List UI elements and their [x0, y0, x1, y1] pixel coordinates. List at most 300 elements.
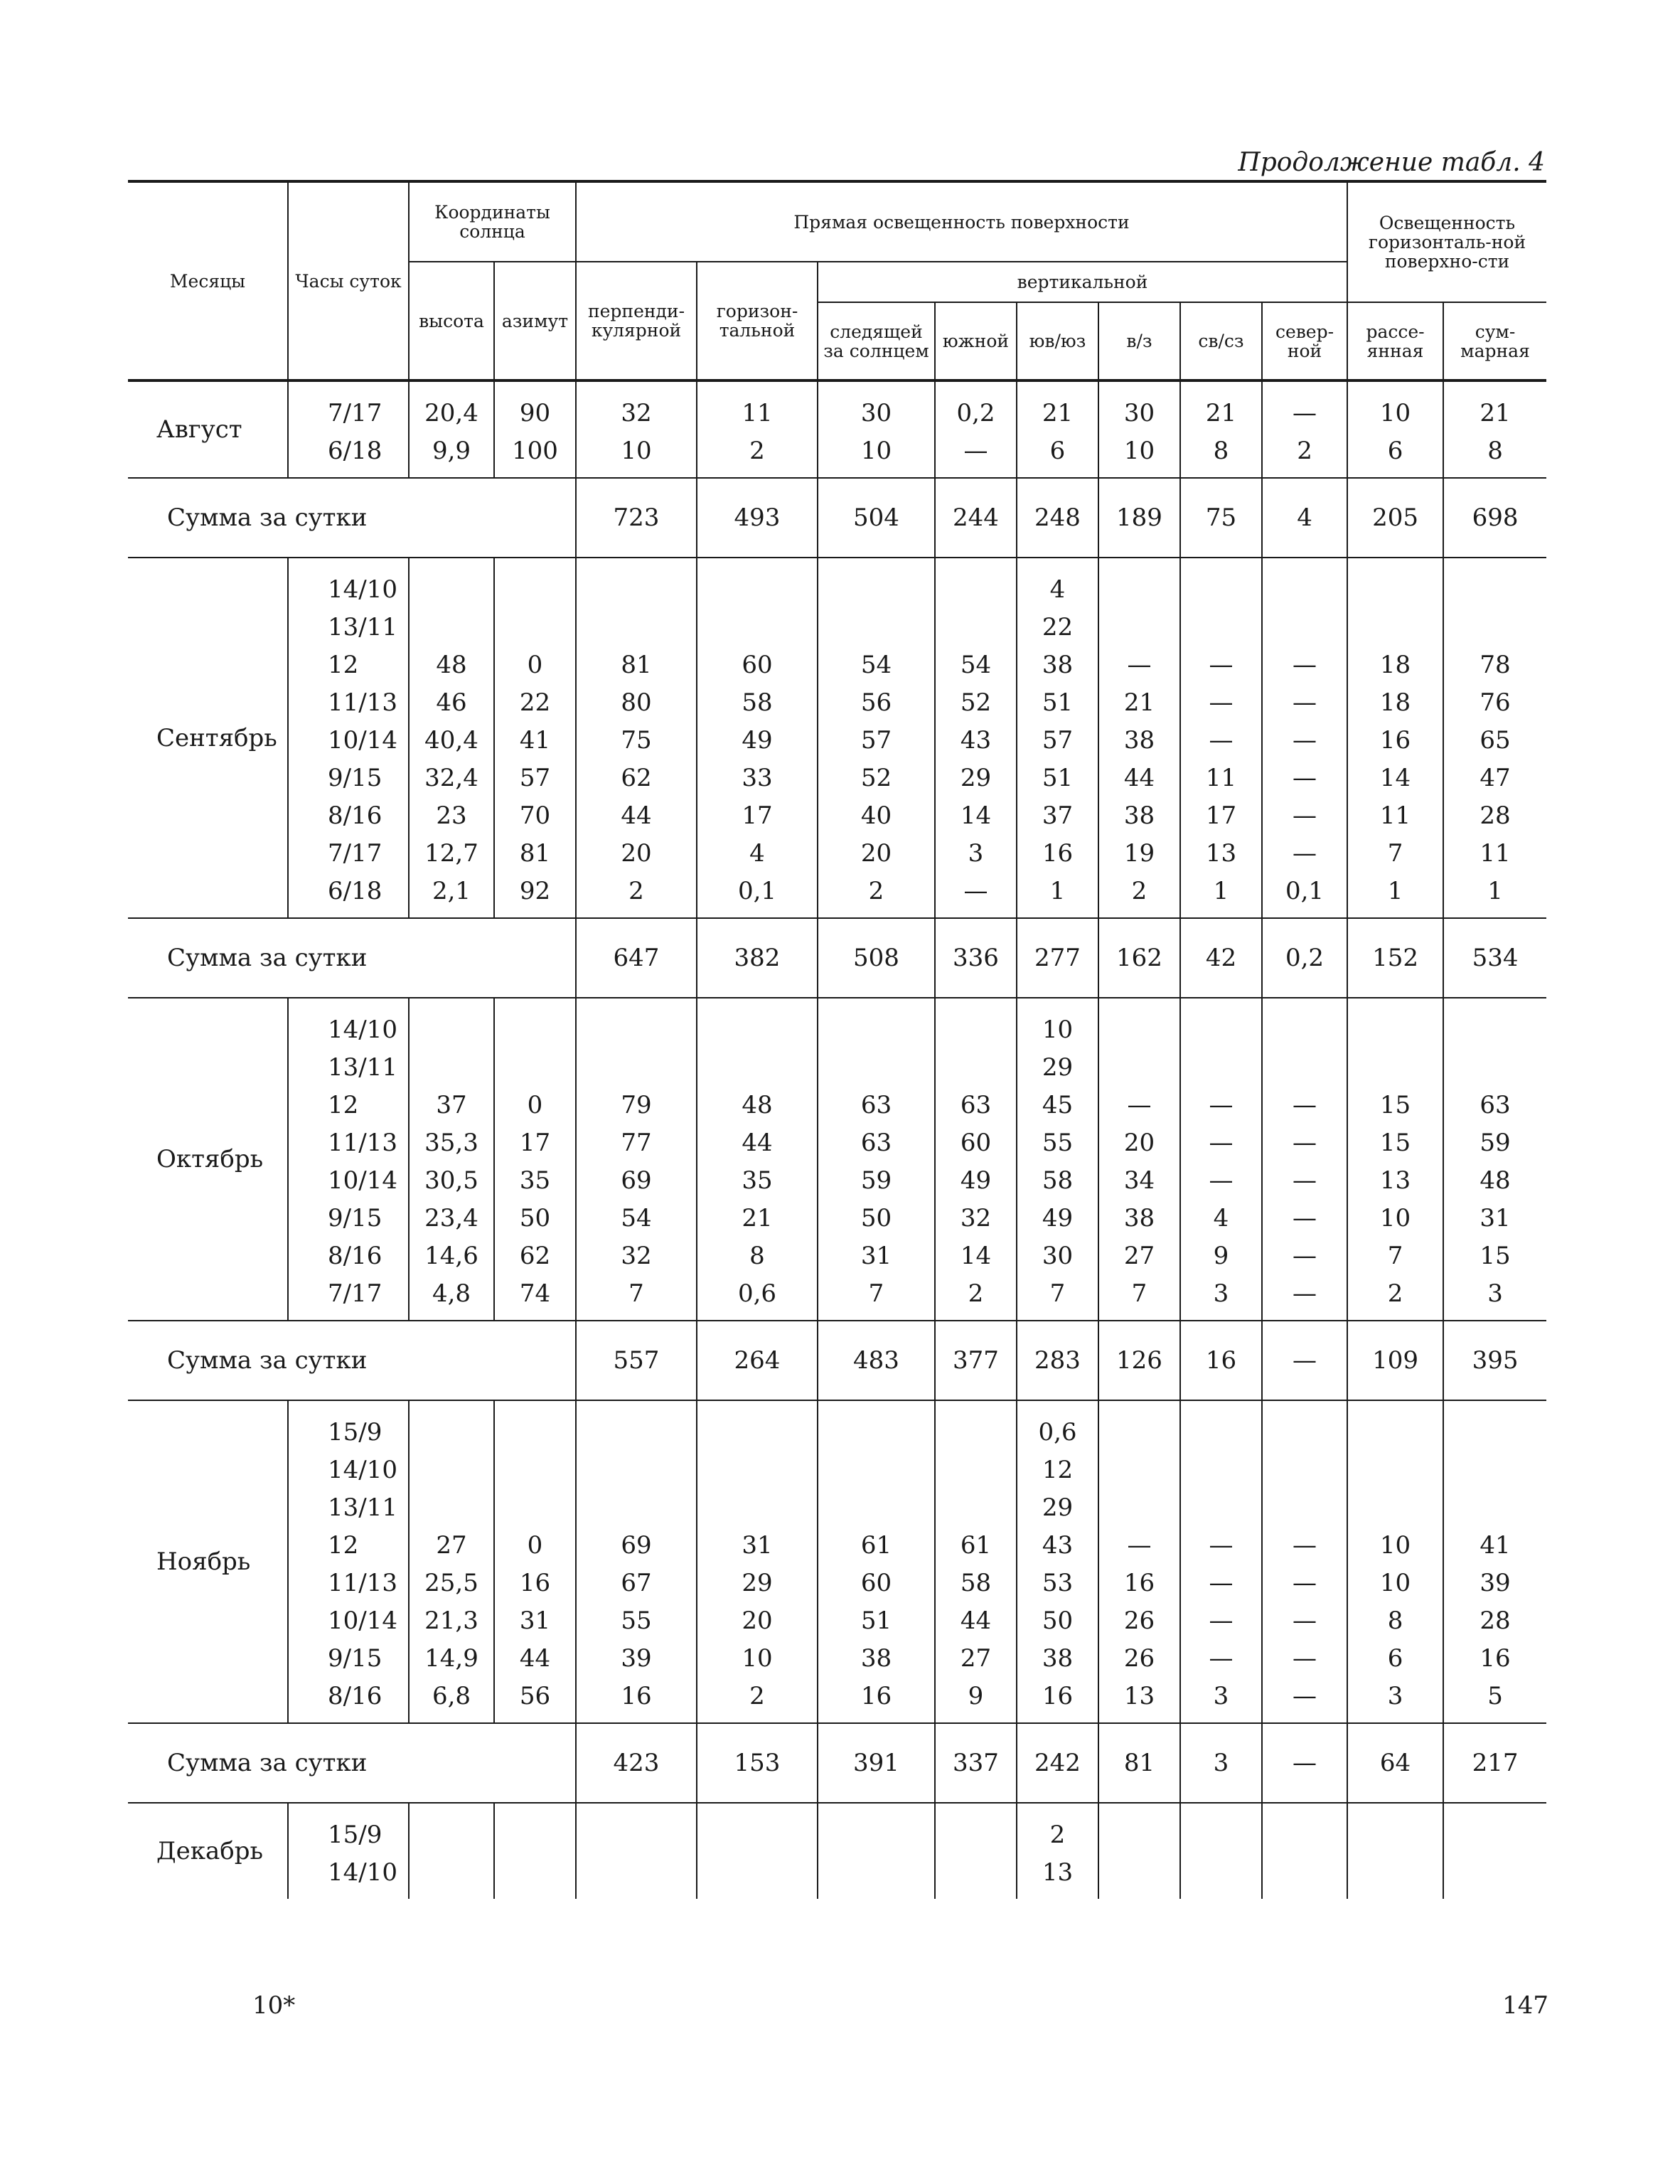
table-cell: 7: [628, 1279, 644, 1308]
table-cell: [697, 1011, 817, 1049]
sum-cell: 4: [1262, 478, 1347, 558]
table-cell: 23: [436, 801, 467, 830]
table-cell: —: [1127, 1091, 1152, 1119]
table-cell: [410, 571, 493, 609]
table-cell: —: [1293, 1569, 1317, 1597]
footer-signature: 10*: [252, 1991, 296, 2020]
column-cell: [576, 380, 697, 478]
month-block: [128, 1400, 1546, 1723]
table-cell: 32,4: [424, 764, 478, 792]
column-cell: [1017, 1400, 1098, 1723]
table-cell: 9,9: [432, 437, 471, 465]
table-cell: [818, 1414, 934, 1451]
table-cell: 30,5: [424, 1166, 478, 1195]
table-cell: [1444, 1049, 1546, 1087]
table-cell: [1348, 1489, 1443, 1527]
table-cell: —: [1293, 1279, 1317, 1308]
sum-cell: 81: [1098, 1723, 1180, 1803]
table-cell: 14/10: [328, 1016, 397, 1044]
table-cell: 3: [1487, 1279, 1503, 1308]
sum-cell: 557: [576, 1321, 697, 1400]
table-cell: [1181, 1816, 1261, 1854]
table-cell: [1099, 1414, 1179, 1451]
table-cell: 18: [1379, 688, 1411, 717]
column-cell: [409, 558, 494, 918]
table-cell: —: [1293, 1682, 1317, 1710]
table-cell: 10: [860, 437, 892, 465]
table-cell: [495, 1816, 575, 1854]
table-cell: 41: [519, 726, 551, 755]
table-cell: 0,6: [737, 1279, 777, 1308]
table-cell: —: [1293, 1129, 1317, 1157]
table-cell: [1348, 609, 1443, 646]
column-cell: [409, 1400, 494, 1723]
table-cell: —: [1209, 1166, 1234, 1195]
table-cell: 50: [860, 1204, 892, 1232]
table-cell: 65: [1480, 726, 1511, 755]
table-cell: —: [1293, 1166, 1317, 1195]
sum-cell: 109: [1347, 1321, 1443, 1400]
table-cell: —: [1209, 1644, 1234, 1673]
column-cell: [494, 380, 576, 478]
column-cell: [409, 380, 494, 478]
sum-cell: 242: [1017, 1723, 1098, 1803]
table-cell: 35: [519, 1166, 551, 1195]
table-cell: —: [1293, 726, 1317, 755]
table-cell: —: [1293, 1091, 1317, 1119]
table-cell: —: [1293, 764, 1317, 792]
table-cell: 6,8: [432, 1682, 471, 1710]
table-cell: [1348, 1414, 1443, 1451]
table-cell: 61: [960, 1531, 992, 1560]
table-cell: [1099, 1451, 1179, 1489]
table-cell: [1181, 571, 1261, 609]
table-cell: 7: [1387, 839, 1403, 868]
sum-cell: 153: [697, 1723, 818, 1803]
sum-cell: 42: [1180, 918, 1262, 998]
table-cell: 2: [1131, 877, 1147, 905]
table-cell: [410, 1011, 493, 1049]
table-cell: 4: [749, 839, 765, 868]
table-cell: 11: [1379, 801, 1411, 830]
table-cell: 35: [742, 1166, 773, 1195]
table-cell: 49: [742, 726, 773, 755]
column-cell: [288, 1803, 409, 1899]
table-cell: [1263, 1489, 1347, 1527]
table-cell: 54: [860, 651, 892, 679]
table-cell: 31: [742, 1531, 773, 1560]
column-cell: [1262, 998, 1347, 1321]
table-cell: [818, 1011, 934, 1049]
table-cell: [1263, 609, 1347, 646]
table-cell: 12: [328, 651, 359, 679]
table-cell: 11/13: [328, 1129, 397, 1157]
header-south: южной: [935, 302, 1017, 380]
header-month: Месяцы: [128, 181, 288, 380]
sum-cell: —: [1262, 1321, 1347, 1400]
sum-cell: 205: [1347, 478, 1443, 558]
table-cell: —: [1209, 1129, 1234, 1157]
sum-cell: 264: [697, 1321, 818, 1400]
table-cell: [936, 609, 1016, 646]
table-cell: 8/16: [328, 1242, 382, 1270]
table-cell: 56: [860, 688, 892, 717]
table-cell: 54: [621, 1204, 652, 1232]
header-e-w: в/з: [1098, 302, 1180, 380]
header-north: север-ной: [1262, 302, 1347, 380]
month-label: Сентябрь: [128, 558, 288, 918]
sum-cell: 336: [935, 918, 1017, 998]
table-cell: [1181, 1049, 1261, 1087]
table-cell: 16: [621, 1682, 652, 1710]
table-cell: [577, 1489, 696, 1527]
table-cell: [697, 1854, 817, 1892]
table-cell: 58: [1042, 1166, 1074, 1195]
table-cell: 52: [960, 688, 992, 717]
column-cell: [697, 558, 818, 918]
table-cell: 92: [519, 877, 551, 905]
header-diffuse: рассе-янная: [1347, 302, 1443, 380]
table-cell: 15: [1480, 1242, 1511, 1270]
column-cell: [576, 558, 697, 918]
table-cell: 61: [860, 1531, 892, 1560]
table-cell: 13/11: [328, 1053, 397, 1082]
table-cell: 32: [621, 399, 652, 427]
header-total: сум-марная: [1443, 302, 1546, 380]
column-cell: [935, 1400, 1017, 1723]
table-cell: 16: [1042, 1682, 1074, 1710]
table-cell: 7: [868, 1279, 884, 1308]
table-cell: 40,4: [424, 726, 478, 755]
sum-cell: 423: [576, 1723, 697, 1803]
table-cell: —: [1209, 1531, 1234, 1560]
table-cell: 16: [1480, 1644, 1511, 1673]
table-cell: [697, 571, 817, 609]
table-cell: 8/16: [328, 1682, 382, 1710]
table-cell: [1263, 1451, 1347, 1489]
table-cell: 60: [742, 651, 773, 679]
table-cell: 2: [1297, 437, 1312, 465]
table-cell: 15/9: [328, 1418, 382, 1447]
table-cell: [1444, 1414, 1546, 1451]
table-cell: 21: [1480, 399, 1511, 427]
table-cell: 21: [1042, 399, 1074, 427]
table-cell: 12: [1042, 1456, 1074, 1484]
sum-cell: 3: [1180, 1723, 1262, 1803]
sum-cell: 217: [1443, 1723, 1546, 1803]
sum-cell: 16: [1180, 1321, 1262, 1400]
header-tracking: следящей за солнцем: [818, 302, 935, 380]
table-cell: 2: [1387, 1279, 1403, 1308]
table-cell: 69: [621, 1166, 652, 1195]
table-cell: [577, 1451, 696, 1489]
table-cell: 0,1: [1285, 877, 1325, 905]
table-cell: 60: [960, 1129, 992, 1157]
table-cell: 13: [1205, 839, 1237, 868]
table-cell: 6/18: [328, 877, 382, 905]
table-cell: 15: [1379, 1129, 1411, 1157]
table-cell: [1444, 1854, 1546, 1892]
table-cell: [410, 1049, 493, 1087]
table-cell: 21: [1123, 688, 1155, 717]
table-cell: 48: [742, 1091, 773, 1119]
table-cell: 11/13: [328, 1569, 397, 1597]
month-label: Декабрь: [156, 1837, 264, 1865]
table-cell: 56: [519, 1682, 551, 1710]
table-cell: 31: [1480, 1204, 1511, 1232]
table-cell: 8: [1387, 1607, 1403, 1635]
table-cell: [1444, 609, 1546, 646]
table-cell: [1099, 1854, 1179, 1892]
table-cell: [1348, 1011, 1443, 1049]
column-cell: [1443, 1400, 1546, 1723]
table-cell: —: [1209, 651, 1234, 679]
table-cell: 14: [1379, 764, 1411, 792]
table-cell: 8: [1487, 437, 1503, 465]
table-cell: [577, 1854, 696, 1892]
table-cell: 10: [742, 1644, 773, 1673]
column-cell: [1180, 558, 1262, 918]
table-cell: 0: [527, 1091, 543, 1119]
table-cell: [1348, 1816, 1443, 1854]
table-cell: [1348, 1451, 1443, 1489]
table-cell: 50: [519, 1204, 551, 1232]
column-cell: [1098, 1803, 1180, 1899]
column-cell: [1180, 1400, 1262, 1723]
table-cell: 15/9: [328, 1821, 382, 1849]
table-cell: 18: [1379, 651, 1411, 679]
table-cell: —: [963, 437, 988, 465]
sum-cell: 126: [1098, 1321, 1180, 1400]
month-label: Октябрь: [128, 998, 288, 1321]
table-cell: 20: [860, 839, 892, 868]
sum-row: [128, 478, 1546, 558]
column-cell: [1347, 380, 1443, 478]
table-cell: 10: [1379, 1531, 1411, 1560]
table-cell: [936, 1816, 1016, 1854]
table-cell: [818, 571, 934, 609]
table-cell: [818, 609, 934, 646]
sum-row: [128, 1321, 1546, 1400]
table-cell: 16: [519, 1569, 551, 1597]
table-cell: 7/17: [328, 839, 382, 868]
sum-cell: 493: [697, 478, 818, 558]
column-cell: [935, 1803, 1017, 1899]
table-cell: 44: [1123, 764, 1155, 792]
table-cell: 21: [1205, 399, 1237, 427]
table-cell: —: [1293, 688, 1317, 717]
table-cell: —: [1293, 801, 1317, 830]
sum-cell: 64: [1347, 1723, 1443, 1803]
column-cell: [1262, 380, 1347, 478]
table-cell: [1181, 1489, 1261, 1527]
sum-cell: 382: [697, 918, 818, 998]
table-cell: 20: [742, 1607, 773, 1635]
page-number: 147: [1502, 1991, 1548, 2020]
table-cell: 38: [1123, 1204, 1155, 1232]
table-cell: 9: [1213, 1242, 1229, 1270]
table-cell: —: [1209, 688, 1234, 717]
table-cell: 3: [968, 839, 984, 868]
table-cell: —: [1293, 399, 1317, 427]
table-cell: 13: [1042, 1858, 1074, 1887]
sum-cell: 723: [576, 478, 697, 558]
table-cell: [697, 1049, 817, 1087]
table-cell: 0,1: [737, 877, 777, 905]
table-cell: 11: [1480, 839, 1511, 868]
table-cell: —: [1127, 651, 1152, 679]
table-cell: [697, 1451, 817, 1489]
sum-cell: 283: [1017, 1321, 1098, 1400]
table-cell: [818, 1854, 934, 1892]
table-cell: [577, 1414, 696, 1451]
table-cell: 7/17: [328, 1279, 382, 1308]
table-cell: —: [1293, 839, 1317, 868]
table-cell: —: [1127, 1531, 1152, 1560]
table-cell: 20: [1123, 1129, 1155, 1157]
table-cell: 38: [1123, 801, 1155, 830]
table-cell: 63: [960, 1091, 992, 1119]
sum-row: [128, 1723, 1546, 1803]
table-cell: 22: [519, 688, 551, 717]
table-cell: 10: [621, 437, 652, 465]
sum-cell: 189: [1098, 478, 1180, 558]
table-cell: 79: [621, 1091, 652, 1119]
table-cell: 47: [1480, 764, 1511, 792]
table-cell: 58: [960, 1569, 992, 1597]
month-block: [128, 558, 1546, 918]
table-cell: 8/16: [328, 801, 382, 830]
table-cell: 57: [860, 726, 892, 755]
column-cell: [576, 1803, 697, 1899]
table-cell: [410, 1854, 493, 1892]
table-cell: 16: [860, 1682, 892, 1710]
table-cell: 6: [1387, 1644, 1403, 1673]
table-cell: 81: [621, 651, 652, 679]
table-cell: 30: [860, 399, 892, 427]
sum-cell: —: [1262, 1723, 1347, 1803]
table-cell: 40: [860, 801, 892, 830]
table-cell: 69: [621, 1531, 652, 1560]
table-cell: 37: [1042, 801, 1074, 830]
table-cell: —: [1293, 1531, 1317, 1560]
table-cell: 7: [1387, 1242, 1403, 1270]
table-cell: 32: [960, 1204, 992, 1232]
table-cell: 44: [519, 1644, 551, 1673]
column-cell: [1347, 1400, 1443, 1723]
table-cell: 7: [1049, 1279, 1066, 1308]
column-cell: [697, 1803, 818, 1899]
table-cell: 2: [968, 1279, 984, 1308]
table-cell: 57: [519, 764, 551, 792]
column-cell: [1180, 380, 1262, 478]
sum-cell: 483: [818, 1321, 935, 1400]
sum-cell: 391: [818, 1723, 935, 1803]
table-cell: 1: [1387, 877, 1403, 905]
month-label: Август: [128, 380, 288, 478]
table-cell: [1263, 1011, 1347, 1049]
table-cell: [1099, 609, 1179, 646]
table-cell: 48: [436, 651, 467, 679]
table-cell: [936, 1049, 1016, 1087]
header-hours: Часы суток: [288, 181, 409, 380]
table-cell: 43: [1042, 1531, 1074, 1560]
header-perpendicular: перпенди-кулярной: [576, 262, 697, 380]
column-cell: [818, 380, 935, 478]
sum-label: Сумма за сутки: [128, 1723, 576, 1803]
column-cell: [1098, 558, 1180, 918]
column-cell: [1347, 998, 1443, 1321]
table-cell: [1348, 571, 1443, 609]
table-cell: —: [1293, 1607, 1317, 1635]
table-cell: 46: [436, 688, 467, 717]
column-cell: [1443, 1803, 1546, 1899]
table-cell: [697, 1489, 817, 1527]
table-cell: [410, 1451, 493, 1489]
table-cell: 0,6: [1038, 1418, 1077, 1447]
table-cell: 39: [1480, 1569, 1511, 1597]
column-cell: [494, 1803, 576, 1899]
sum-cell: 534: [1443, 918, 1546, 998]
table-cell: 80: [621, 688, 652, 717]
table-cell: [818, 1451, 934, 1489]
month-label: Ноябрь: [128, 1400, 288, 1723]
column-cell: [1443, 380, 1546, 478]
header-horizontal: горизон-тальной: [697, 262, 818, 380]
table-cell: [1181, 1414, 1261, 1451]
header-azimuth: азимут: [494, 262, 576, 380]
table-cell: 78: [1480, 651, 1511, 679]
table-cell: [818, 1489, 934, 1527]
sum-label: Сумма за сутки: [128, 1321, 576, 1400]
table-cell: 77: [621, 1129, 652, 1157]
table-cell: [936, 1414, 1016, 1451]
table-cell: 1: [1213, 877, 1229, 905]
table-cell: 52: [860, 764, 892, 792]
table-cell: 63: [860, 1129, 892, 1157]
table-cell: —: [1293, 1242, 1317, 1270]
table-cell: 30: [1123, 399, 1155, 427]
table-cell: 0: [527, 651, 543, 679]
table-cell: [1181, 1011, 1261, 1049]
table-cell: 6/18: [328, 437, 382, 465]
table-cell: [577, 609, 696, 646]
table-cell: 7: [1131, 1279, 1147, 1308]
table-cell: 70: [519, 801, 551, 830]
column-cell: [697, 1400, 818, 1723]
table-cell: [495, 571, 575, 609]
table-cell: 9/15: [328, 764, 382, 792]
table-cell: 48: [1480, 1166, 1511, 1195]
header-direct: Прямая освещенность поверхности: [576, 181, 1347, 262]
table-cell: 4: [1049, 575, 1066, 604]
table-cell: [495, 1854, 575, 1892]
table-cell: 27: [960, 1644, 992, 1673]
table-cell: 16: [1042, 839, 1074, 868]
column-cell: [1347, 1803, 1443, 1899]
sum-cell: 0,2: [1262, 918, 1347, 998]
column-cell: [1017, 558, 1098, 918]
table-cell: [1181, 609, 1261, 646]
column-cell: [1098, 380, 1180, 478]
table-cell: —: [1293, 1204, 1317, 1232]
column-cell: [935, 998, 1017, 1321]
table-cell: 27: [436, 1531, 467, 1560]
table-cell: 44: [621, 801, 652, 830]
table-cell: [495, 1011, 575, 1049]
table-cell: [818, 1816, 934, 1854]
table-cell: 35,3: [424, 1129, 478, 1157]
